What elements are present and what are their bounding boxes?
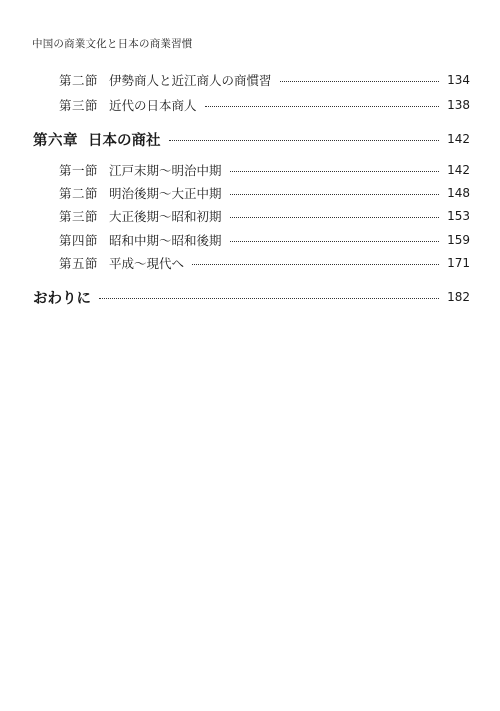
dot-leader <box>280 81 440 82</box>
toc-entry-afterword[interactable] <box>33 287 470 307</box>
page-number: 134 <box>447 73 470 87</box>
section-number: 第三節 <box>59 209 99 224</box>
page-number: 171 <box>447 256 470 270</box>
dot-leader <box>230 241 440 242</box>
dot-leader <box>230 194 440 195</box>
section-title: 昭和中期～昭和後期 <box>109 233 222 248</box>
afterword-title: おわりに <box>33 290 91 307</box>
section-title: 江戸末期～明治中期 <box>109 163 222 178</box>
toc-entry-section[interactable] <box>59 70 470 90</box>
section-number: 第四節 <box>59 233 99 248</box>
dot-leader <box>230 217 440 218</box>
section-number: 第五節 <box>59 256 99 271</box>
section-title: 伊勢商人と近江商人の商慣習 <box>109 73 272 88</box>
page-number: 148 <box>447 186 470 200</box>
dot-leader <box>99 298 439 299</box>
toc-entry-section[interactable] <box>59 95 470 115</box>
dot-leader <box>169 140 440 141</box>
section-title: 平成～現代へ <box>109 256 185 271</box>
toc-entry-chapter[interactable] <box>33 129 470 149</box>
section-title: 明治後期～大正中期 <box>109 186 222 201</box>
page-number: 142 <box>447 163 470 177</box>
page-number: 159 <box>447 233 470 247</box>
toc-entry-section[interactable] <box>59 206 470 226</box>
chapter-title: 日本の商社 <box>88 132 161 149</box>
page-number: 142 <box>447 132 470 146</box>
dot-leader <box>205 106 440 107</box>
toc-entry-section[interactable] <box>59 183 470 203</box>
section-title: 大正後期～昭和初期 <box>109 209 222 224</box>
toc-entry-section[interactable] <box>59 253 470 273</box>
toc-entry-section[interactable] <box>59 230 470 250</box>
dot-leader <box>192 264 439 265</box>
section-title: 近代の日本商人 <box>109 98 197 113</box>
section-number: 第一節 <box>59 163 99 178</box>
chapter-number: 第六章 <box>33 132 78 149</box>
dot-leader <box>230 171 440 172</box>
running-header: 中国の商業文化と日本の商業習慣 <box>32 38 193 50</box>
page-number: 138 <box>447 98 470 112</box>
toc-entry-section[interactable] <box>59 160 470 180</box>
section-number: 第二節 <box>59 186 99 201</box>
page-number: 153 <box>447 209 470 223</box>
section-number: 第二節 <box>59 73 99 88</box>
section-number: 第三節 <box>59 98 99 113</box>
page-number: 182 <box>447 290 470 304</box>
